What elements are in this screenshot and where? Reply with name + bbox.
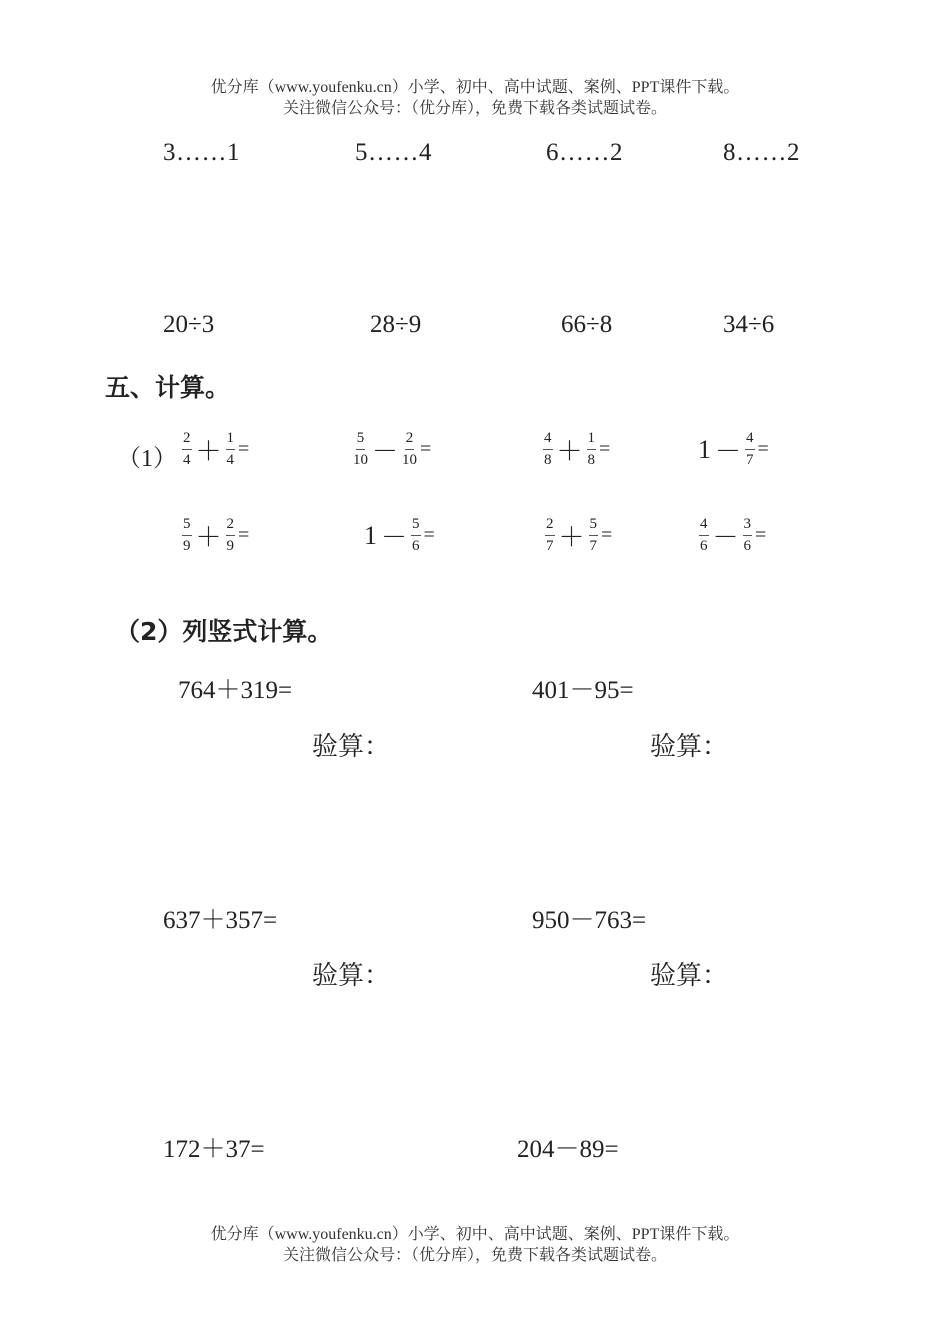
check-label: 验算： bbox=[312, 961, 391, 991]
equals-sign: = bbox=[755, 524, 767, 546]
fraction: $\frac{1}{8}$ bbox=[587, 430, 596, 468]
fraction: $\frac{5}{7}$ bbox=[589, 516, 598, 554]
fraction-expression bbox=[697, 516, 766, 555]
equals-sign: = bbox=[757, 438, 769, 460]
operator: ＋ bbox=[558, 523, 585, 552]
vertical-calc-problem: 637＋357= bbox=[163, 907, 278, 934]
header bbox=[0, 77, 950, 119]
fraction: $\frac{5}{6}$ bbox=[412, 516, 420, 554]
footer-line-2: 关注微信公众号：（优分库），免费下载各类试题试卷。 bbox=[282, 1247, 667, 1264]
fraction: $\frac{1}{4}$ bbox=[226, 430, 235, 468]
whole-number: 1 bbox=[698, 434, 711, 464]
operator: － bbox=[712, 523, 739, 552]
operator: － bbox=[715, 437, 742, 466]
part1-label: （1） bbox=[117, 446, 177, 472]
fraction-expression bbox=[696, 430, 769, 469]
fraction: $\frac{2}{7}$ bbox=[546, 516, 554, 554]
operator: ＋ bbox=[195, 523, 222, 552]
check-label: 验算： bbox=[650, 961, 729, 991]
equals-sign: = bbox=[601, 524, 613, 546]
footer-line-1: 优分库（www.youfenku.cn）小学、初中、高中试题、案例、PPT课件下载。 bbox=[210, 1226, 740, 1243]
fraction: $\frac{2}{10}$ bbox=[402, 430, 418, 468]
division-item: 66÷8 bbox=[561, 311, 613, 338]
vertical-calc-problem: 950－763= bbox=[532, 907, 647, 934]
remainder-item: 6……2 bbox=[546, 139, 623, 166]
operator: － bbox=[372, 437, 399, 466]
equals-sign: = bbox=[420, 438, 432, 460]
remainder-item: 3……1 bbox=[163, 139, 240, 166]
vertical-calc-problem: 204－89= bbox=[517, 1136, 619, 1163]
header-line-1: 优分库（www.youfenku.cn）小学、初中、高中试题、案例、PPT课件下载。 bbox=[210, 79, 740, 96]
division-item: 28÷9 bbox=[370, 311, 422, 338]
fraction: $\frac{4}{7}$ bbox=[746, 430, 754, 468]
fraction: $\frac{2}{9}$ bbox=[226, 516, 235, 554]
operator: － bbox=[381, 523, 408, 552]
fraction-expression bbox=[180, 430, 249, 469]
remainder-item: 5……4 bbox=[355, 139, 432, 166]
check-label: 验算： bbox=[312, 732, 391, 762]
section-title: 五、计算。 bbox=[105, 373, 231, 402]
equals-sign: = bbox=[599, 438, 611, 460]
fraction: $\frac{5}{10}$ bbox=[353, 430, 368, 468]
header-line-2: 关注微信公众号：（优分库），免费下载各类试题试卷。 bbox=[282, 100, 667, 117]
equals-sign: = bbox=[238, 524, 250, 546]
fraction: $\frac{4}{8}$ bbox=[544, 430, 552, 468]
equals-sign: = bbox=[423, 524, 435, 546]
whole-number: 1 bbox=[364, 520, 377, 550]
fraction-expression bbox=[541, 430, 610, 469]
footer bbox=[0, 1224, 950, 1266]
part2-title: （2）列竖式计算。 bbox=[115, 617, 333, 646]
fraction-expression bbox=[362, 516, 435, 555]
equals-sign: = bbox=[238, 438, 250, 460]
fraction: $\frac{4}{6}$ bbox=[700, 516, 708, 554]
check-label: 验算： bbox=[650, 732, 729, 762]
operator: ＋ bbox=[195, 437, 222, 466]
fraction: $\frac{3}{6}$ bbox=[743, 516, 752, 554]
fraction-expression bbox=[180, 516, 249, 555]
division-item: 20÷3 bbox=[163, 311, 215, 338]
vertical-calc-problem: 172＋37= bbox=[163, 1136, 265, 1163]
operator: ＋ bbox=[556, 437, 583, 466]
vertical-calc-problem: 401－95= bbox=[532, 677, 634, 704]
fraction: $\frac{2}{4}$ bbox=[183, 430, 191, 468]
remainder-item: 8……2 bbox=[723, 139, 800, 166]
division-item: 34÷6 bbox=[723, 311, 775, 338]
fraction-expression bbox=[543, 516, 612, 555]
fraction: $\frac{5}{9}$ bbox=[183, 516, 191, 554]
fraction-expression bbox=[351, 430, 431, 469]
vertical-calc-problem: 764＋319= bbox=[178, 677, 293, 704]
